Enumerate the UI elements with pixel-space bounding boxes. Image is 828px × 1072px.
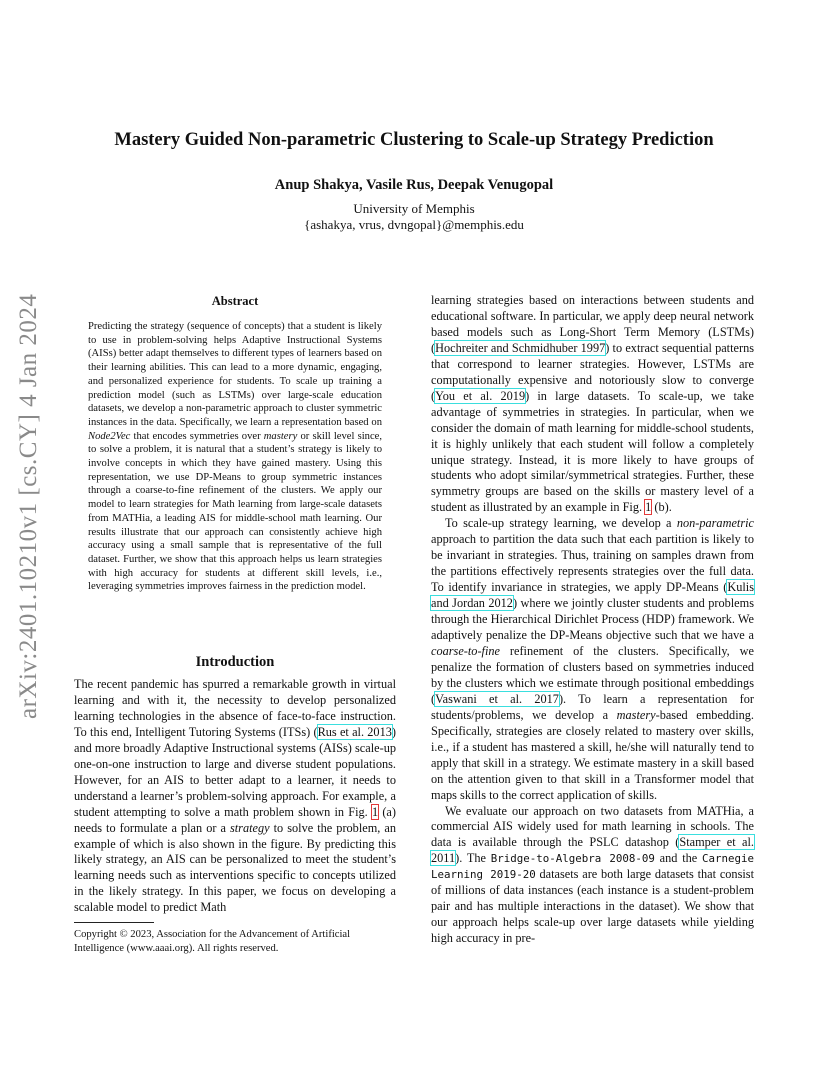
citation-link-stamper-2011[interactable]: Stamper et al. 2011 bbox=[431, 835, 755, 866]
arxiv-identifier: arXiv:2401.10210v1 [cs.CY] 4 Jan 2024 bbox=[15, 293, 42, 719]
dataset-name-carnegie-learning: Carnegie Learning 2019-20 bbox=[431, 852, 754, 882]
intro-paragraph-1-continued: learning strategies based on interactions between students and educational software. In particular, we apply deep neural network based models such as Long-Short Term Memory (LSTMs) (Hochreiter and Schmidhuber 1997) to extract sequential patterns that correspond to learner strategies. However, LSTMs are computationally expensive and notoriously slow to converge (You et al. 2019) in large datasets. To scale-up, we take advantage of symmetries in strategies. In particular, when we consider the domain of math learning for middle-school students, it is highly unlikely that each student will follow a completely unique strategy. Instead, it is more likely to have groups of students who adopt similar/symmetrical strategies. Further, these symmetry groups are based on the skills or mastery level of a student as illustrated by an example in Fig. 1 (b). bbox=[431, 293, 754, 515]
intro-paragraph-2: To scale-up strategy learning, we develop a non-parametric approach to partition the data such that each partition is likely to be invariant in strategies. Thus, training on samples drawn from the partitions effectively represents strategies over the full data. To identify invariance in strategies, we apply DP-Means (Kulis and Jordan 2012) where we jointly cluster students and problems through the Hierarchical Dirichlet Process (HDP) framework. We adaptively penalize the DP-Means objective such that we have a coarse-to-fine refinement of the clusters. Specifically, we penalize the formation of clusters based on symmetries induced by the clusters which we estimate through positional embeddings (Vaswani et al. 2017). To learn a representation for students/problems, we develop a mastery-based embedding. Specifically, strategies are closely related to mastery over skills, i.e., if a student has mastered a skill, he/she will naturally tend to apply that skill in a strategy. We estimate mastery in a skill based on the attention given to that skill in a Transformer model that maps skills to the correct application of skills. bbox=[431, 516, 754, 802]
footnote-divider bbox=[74, 922, 154, 923]
introduction-heading: Introduction bbox=[195, 654, 275, 670]
paper-title: Mastery Guided Non-parametric Clustering to Scale-up Strategy Prediction bbox=[114, 130, 714, 150]
citation-link-you-2019[interactable]: You et al. 2019 bbox=[435, 388, 526, 403]
author-list: Anup Shakya, Vasile Rus, Deepak Venugopal bbox=[274, 177, 554, 193]
affiliation-block bbox=[60, 201, 768, 233]
citation-link-kulis-2012[interactable]: Kulis and Jordan 2012 bbox=[431, 580, 754, 611]
affiliation: University of Memphis bbox=[353, 201, 475, 216]
abstract-text: Predicting the strategy (sequence of concepts) that a student is likely to use in problem-solving helps Adaptive Instructional Systems (AISs) better adapt themselves to different types of learners based on their learning abilities. This can lead to a more dynamic, engaging, and personalized experience for students. To scale up training a prediction model (such as LSTMs) over large-scale education datasets, we develop a non-parametric approach to cluster symmetric instances in the data. Specifically, we learn a representation based on Node2Vec that encodes symmetries over mastery or skill level since, to solve a problem, it is natural that a student’s strategy is likely to involve concepts in which they have gained mastery. Using this representation, we use DP-Means to group symmetric instances through a coarse-to-fine refinement of the clusters. We apply our model to learn strategies for Math learning from large-scale datasets from MATHia, a leading AIS for middle-school math learning. Our results illustrate that our approach can consistently achieve high accuracy using a small sample that is representative of the full dataset. Further, we show that this approach helps us learn strategies with high accuracy for students at different skill levels, i.e., leveraging symmetries improves fairness in the prediction model. bbox=[88, 321, 382, 593]
intro-paragraph-3: We evaluate our approach on two datasets from MATHia, a commercial AIS widely used for math learning in schools. The data is available through the PSLC datashop (Stamper et al. 2011). The Bridge-to-Algebra 2008-09 and the Carnegie Learning 2019-20 datasets are both large datasets that consist of millions of data instances (each instance is a student-problem pair and has multiple interactions in the dataset). We show that our approach helps scale-up over large datasets while yielding high accuracy in pre- bbox=[431, 803, 755, 946]
figure-reference-link[interactable]: 1 bbox=[371, 804, 379, 819]
abstract-heading: Abstract bbox=[211, 294, 259, 308]
figure-reference-link[interactable]: 1 bbox=[645, 500, 652, 515]
intro-paragraph-1-start: The recent pandemic has spurred a remarkable growth in virtual learning and with it, the necessity to develop personalized learning technologies in the absence of face-to-face instruction. To this end, Intelligent Tutoring Systems (ITSs) (Rus et al. 2013) and more broadly Adaptive Instructional systems (AISs) scale-up one-on-one instruction to large and diverse student populations. However, for an AIS to better adapt to a learner, it needs to understand a learner’s problem-solving approach. For example, a student attempting to solve a math problem shown in Fig. 1 (a) needs to formulate a plan or a strategy to solve the problem, an example of which is also shown in the figure. By predicting this likely strategy, an AIS can be personalized to meet the student’s learning needs such as interventions specific to concepts utilized in the likely strategy. In this paper, we focus on developing a scalable model to predict Math bbox=[74, 677, 396, 915]
copyright-footnote: Copyright © 2023, Association for the Advancement of Artificial Intelligence (www.aaai.org). All rights reserved. bbox=[74, 929, 351, 954]
author-emails: {ashakya, vrus, dvngopal}@memphis.edu bbox=[304, 217, 524, 232]
dataset-name-bridge-to-algebra: Bridge-to-Algebra 2008-09 bbox=[490, 852, 655, 866]
citation-link-hochreiter-1997[interactable]: Hochreiter and Schmidhuber 1997 bbox=[435, 340, 606, 355]
citation-link-rus-2013[interactable]: Rus et al. 2013 bbox=[317, 724, 392, 739]
left-column-body bbox=[74, 677, 396, 916]
right-column-body bbox=[431, 293, 754, 947]
citation-link-vaswani-2017[interactable]: Vaswani et al. 2017 bbox=[435, 691, 559, 706]
